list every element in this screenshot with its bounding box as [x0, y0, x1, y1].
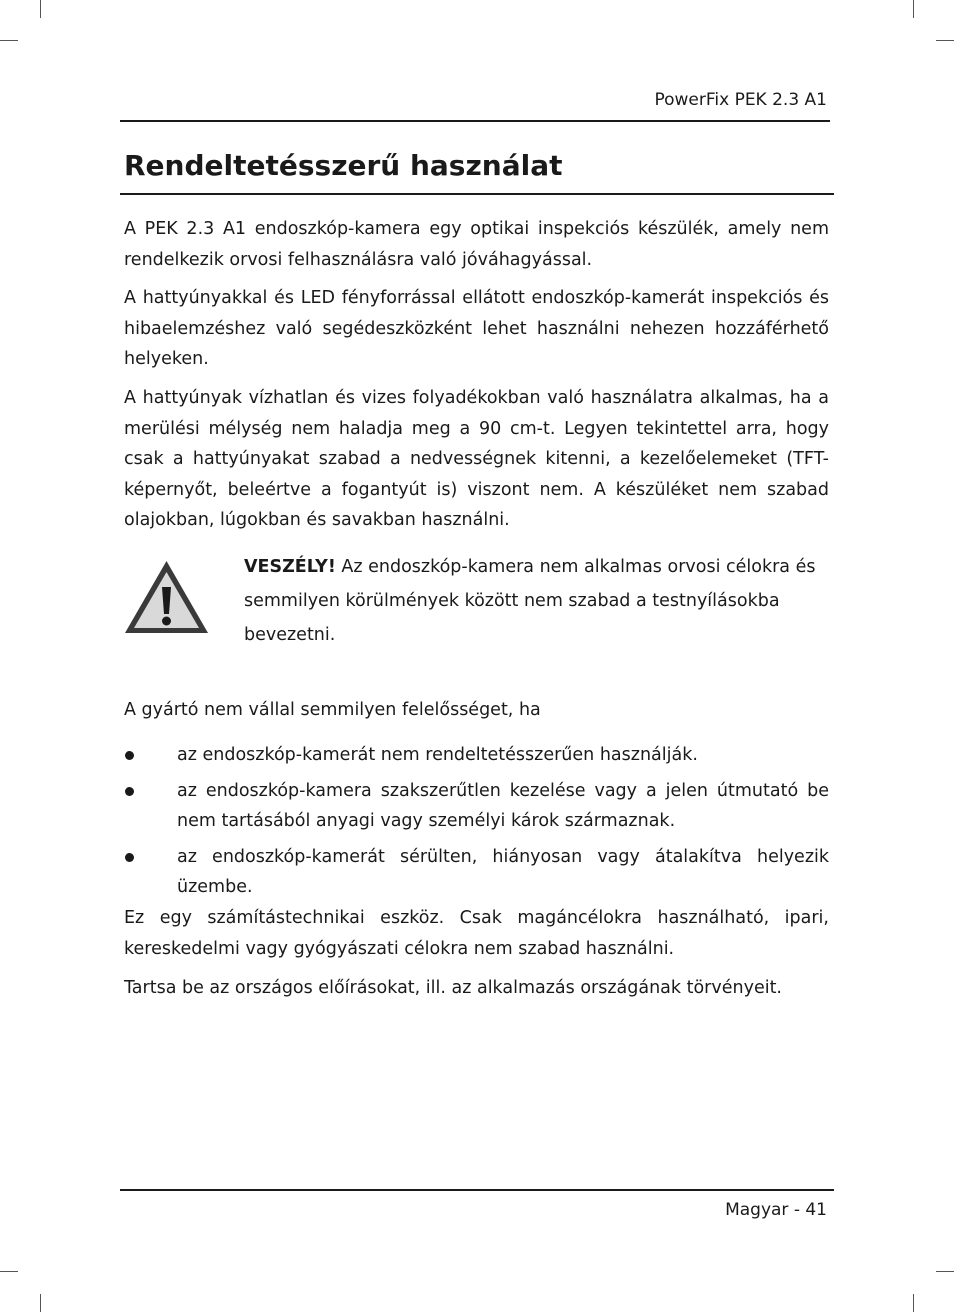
liability-intro: A gyártó nem vállal semmilyen felelősséget, ha — [124, 700, 541, 720]
running-header: PowerFix PEK 2.3 A1 — [654, 90, 827, 110]
list-item — [124, 776, 829, 837]
crop-mark — [0, 40, 18, 41]
crop-mark — [0, 1271, 18, 1272]
crop-mark — [913, 1294, 914, 1312]
crop-mark — [913, 0, 914, 18]
list-item — [124, 740, 829, 771]
warning-body: Az endoszkóp-kamera nem alkalmas orvosi célokra és semmilyen körülmények között nem szabad a testnyílásokba bevezetni. — [244, 557, 816, 645]
paragraph-waterproof: A hattyúnyak vízhatlan és vizes folyadékokban való használatra alkalmas, ha a merülési mélység nem haladja meg a 90 cm-t. Legyen tekintettel arra, hogy csak a hattyúnyakat szabad a nedvességnek kitenni, a kezelőelemeket (TFT-képernyőt, beleértve a fogantyút is) viszont nem. A készüléket nem szabad olajokban, lúgokban és savakban használni. — [124, 388, 829, 530]
warning-message — [244, 550, 829, 652]
list-item-text: az endoszkóp-kamerát nem rendeltetésszerűen használják. — [177, 745, 698, 765]
crop-mark — [40, 1294, 41, 1312]
page-number: Magyar - 41 — [725, 1200, 827, 1220]
title-rule — [120, 193, 834, 195]
list-item-text: az endoszkóp-kamera szakszerűtlen kezelése vagy a jelen útmutató be nem tartásából anyagi vagy személyi károk származnak. — [177, 780, 829, 831]
paragraph-usage: A hattyúnyakkal és LED fényforrással ellátott endoszkóp-kamerát inspekciós és hibaelemzéshez való segédeszközként lehet használni nehezen hozzáférhető helyeken. — [124, 288, 829, 369]
header-rule — [120, 120, 830, 122]
bullet-icon — [125, 853, 134, 862]
liability-list — [124, 740, 829, 908]
section-title: Rendeltetésszerű használat — [124, 149, 563, 182]
footer-rule — [120, 1189, 834, 1191]
paragraph-purpose: A PEK 2.3 A1 endoszkóp-kamera egy optikai inspekciós készülék, amely nem rendelkezik orvosi felhasználásra való jóváhagyással. — [124, 219, 829, 270]
crop-mark — [936, 40, 954, 41]
list-item — [124, 842, 829, 903]
crop-mark — [936, 1271, 954, 1272]
paragraph-private-use: Ez egy számítástechnikai eszköz. Csak magáncélokra használható, ipari, kereskedelmi vagy gyógyászati célokra nem szabad használni. — [124, 908, 829, 959]
crop-mark — [40, 0, 41, 18]
warning-triangle-icon — [123, 559, 210, 635]
bullet-icon — [125, 751, 134, 760]
bullet-icon — [125, 787, 134, 796]
paragraph-regulations: Tartsa be az országos előírásokat, ill. az alkalmazás országának törvényeit. — [124, 978, 782, 998]
warning-label: VESZÉLY! — [244, 557, 336, 577]
list-item-text: az endoszkóp-kamerát sérülten, hiányosan vagy átalakítva helyezik üzembe. — [177, 846, 829, 897]
